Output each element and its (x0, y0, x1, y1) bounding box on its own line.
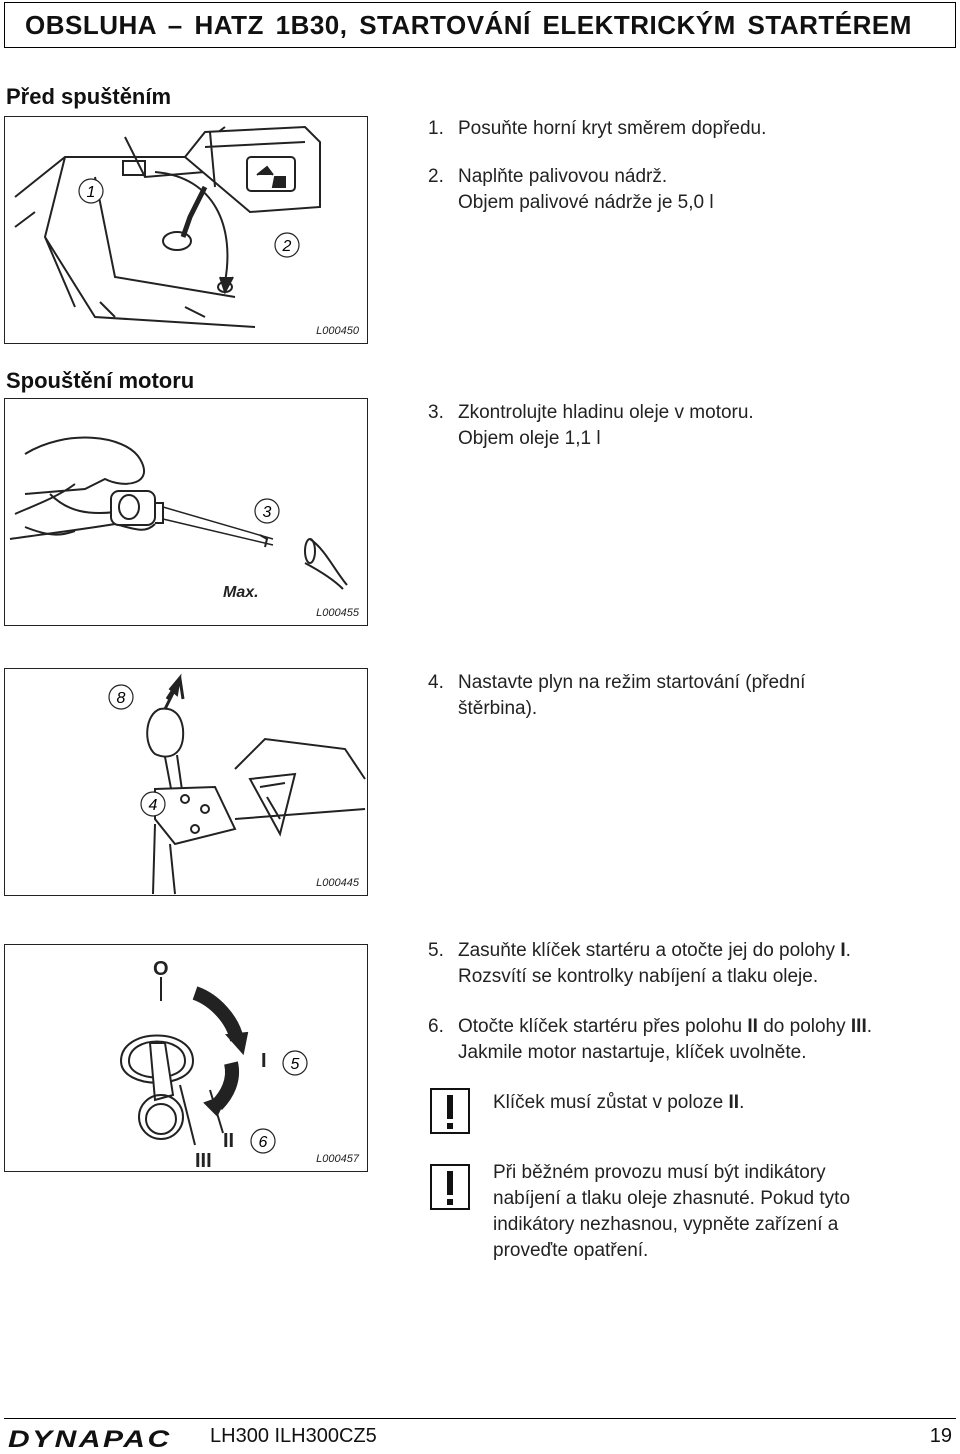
warning-text-end: . (739, 1092, 745, 1113)
model-code: LH300 ILH300CZ5 (210, 1425, 377, 1447)
step-text: Posuňte horní kryt směrem dopředu. (458, 118, 767, 139)
warning-text-2 (493, 1160, 850, 1264)
callout-2 (275, 233, 299, 257)
step-2 (428, 164, 714, 216)
fuel-tank-illustration (5, 117, 369, 345)
key-position-II: II (223, 1130, 235, 1152)
step-text: Zasuňte klíček startéru a otočte jej do polohy (458, 940, 841, 961)
step-number: 2. (428, 166, 444, 187)
figure-throttle (4, 668, 368, 896)
step-3 (428, 400, 754, 452)
page-footer (0, 1424, 960, 1453)
callout-8 (109, 685, 133, 709)
svg-text:5: 5 (290, 1056, 300, 1073)
step-text-end: . (845, 940, 851, 961)
key-position-O: O (153, 958, 169, 980)
key-position-III: III (195, 1150, 212, 1172)
step-number: 4. (428, 672, 444, 693)
step-number: 3. (428, 402, 444, 423)
warning-line: Při běžném provozu musí být indikátory (493, 1162, 826, 1183)
svg-text:6: 6 (258, 1134, 268, 1151)
step-text: Nastavte plyn na režim startování (přední (458, 672, 806, 693)
warning-icon (430, 1164, 470, 1210)
step-text-continued: Jakmile motor nastartuje, klíček uvolněte. (458, 1042, 807, 1063)
dipstick-illustration (5, 399, 369, 627)
step-text-continued: Objem palivové nádrže je 5,0 l (458, 192, 714, 213)
step-4 (428, 670, 805, 722)
footer-rule (4, 1418, 956, 1419)
section-heading-engine-start: Spouštění motoru (6, 368, 195, 393)
page-title: OBSLUHA – HATZ 1B30, STARTOVÁNÍ ELEKTRICKÝM STARTÉREM (4, 2, 956, 48)
step-text-continued: štěrbina). (458, 698, 538, 719)
svg-text:1: 1 (86, 184, 96, 201)
step-6 (428, 1014, 872, 1066)
svg-text:8: 8 (116, 690, 126, 707)
svg-text:4: 4 (148, 797, 158, 814)
warning-line: indikátory nezhasnou, vypněte zařízení a (493, 1214, 839, 1235)
figure-fuel-tank (4, 116, 368, 344)
svg-text:2: 2 (282, 238, 292, 255)
step-text-continued: Rozsvítí se kontrolky nabíjení a tlaku oleje. (458, 966, 819, 987)
figure-ignition-key (4, 944, 368, 1172)
step-number: 1. (428, 118, 444, 139)
svg-text:3: 3 (262, 504, 272, 521)
step-text: Naplňte palivovou nádrž. (458, 166, 668, 187)
step-number: 5. (428, 940, 444, 961)
warning-line: proveďte opatření. (493, 1240, 649, 1261)
warning-text: Klíček musí zůstat v poloze (493, 1092, 729, 1113)
brand-logo: DYNAPAC (8, 1426, 172, 1453)
section-heading-before-start: Před spuštěním (6, 84, 172, 109)
key-position-label: I (840, 940, 846, 961)
warning-line: nabíjení a tlaku oleje zhasnuté. Pokud tyto (493, 1188, 851, 1209)
callout-5 (283, 1051, 307, 1075)
warning-text-1 (493, 1090, 744, 1116)
step-text: Otočte klíček startéru přes polohu (458, 1016, 748, 1037)
callout-1 (79, 179, 103, 203)
callout-3 (255, 499, 279, 523)
warning-icon (430, 1088, 470, 1134)
figure-code: L000450 (316, 325, 359, 337)
figure-code: L000445 (316, 877, 359, 889)
page-number: 19 (929, 1425, 952, 1447)
step-5 (428, 938, 851, 990)
callout-4 (141, 792, 165, 816)
key-position-label: II (747, 1016, 758, 1037)
step-text: Zkontrolujte hladinu oleje v motoru. (458, 402, 754, 423)
key-position-I: I (261, 1050, 267, 1072)
key-position-label: II (728, 1092, 740, 1113)
callout-6 (251, 1129, 275, 1153)
step-1 (428, 116, 766, 142)
figure-code: L000455 (316, 607, 359, 619)
step-number: 6. (428, 1016, 444, 1037)
max-label: Max. (223, 584, 259, 601)
figure-code: L000457 (316, 1153, 359, 1165)
step-text-continued: Objem oleje 1,1 l (458, 428, 601, 449)
ignition-key-illustration (5, 945, 369, 1173)
throttle-illustration (5, 669, 369, 897)
step-text: do polohy (757, 1016, 851, 1037)
step-text-end: . (866, 1016, 873, 1037)
figure-dipstick (4, 398, 368, 626)
key-position-label: III (850, 1016, 867, 1037)
